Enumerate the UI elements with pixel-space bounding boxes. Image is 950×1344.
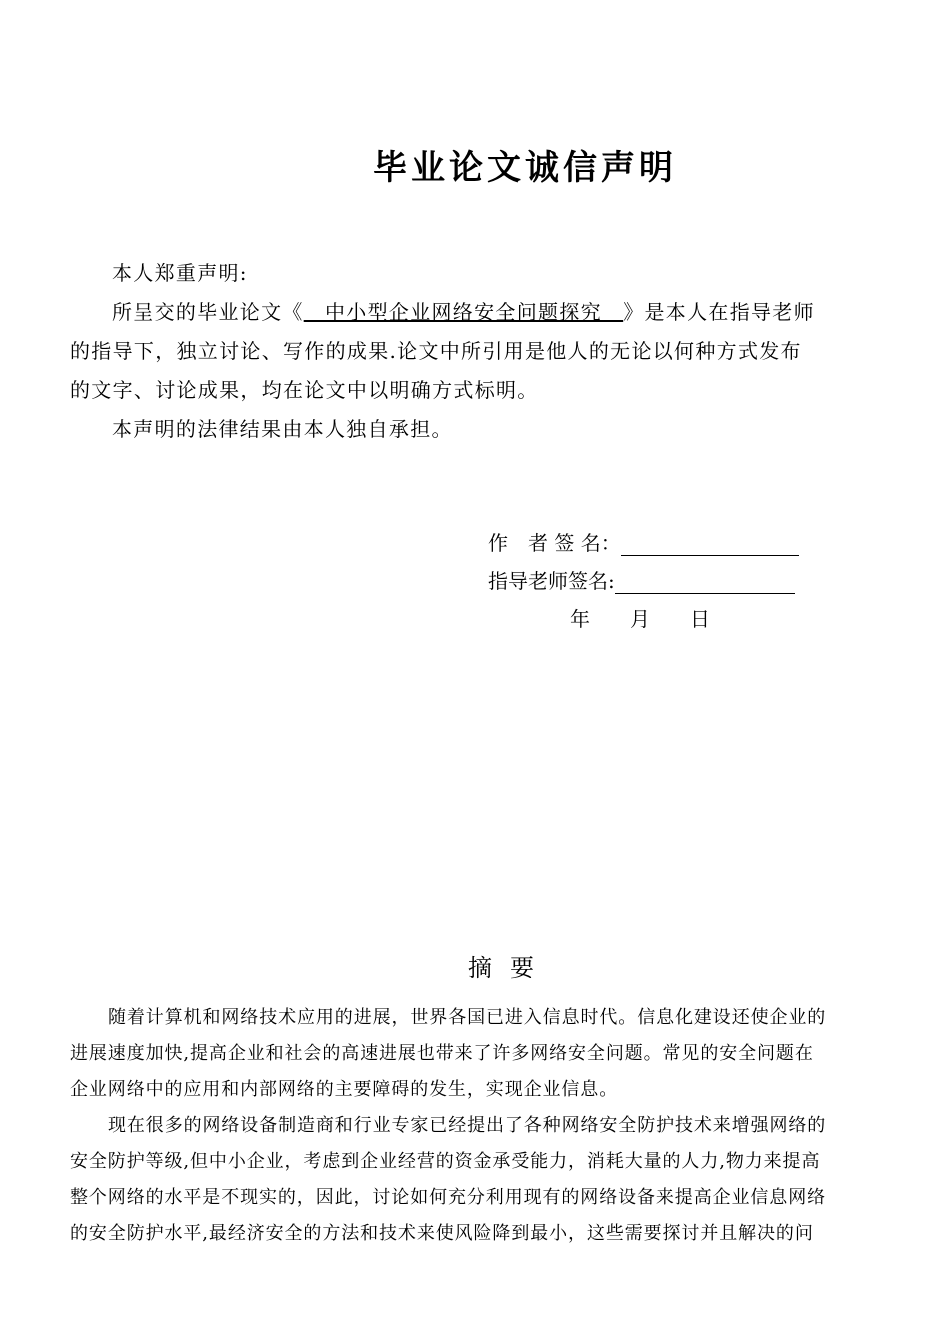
declaration-line: 的文字、讨论成果，均在论文中以明确方式标明。 — [70, 378, 539, 402]
abstract-heading: 摘要 — [468, 954, 552, 982]
abstract-line: 进展速度加快,提高企业和社会的高速进展也带来了许多网络安全问题。常见的安全问题在 — [70, 1043, 814, 1064]
abstract-line: 安全防护等级,但中小企业，考虑到企业经营的资金承受能力，消耗大量的人力,物力来提高 — [70, 1151, 821, 1172]
declaration-line — [70, 293, 900, 332]
author-signature-line — [621, 533, 799, 556]
declaration-text: 所呈交的毕业论文《 — [112, 300, 304, 324]
signature-date: 年 月 日 — [570, 607, 710, 631]
author-signature-row — [488, 527, 799, 556]
advisor-signature-label: 指导老师签名: — [488, 569, 615, 593]
declaration-line: 本声明的法律结果由本人独自承担。 — [112, 417, 453, 441]
thesis-title: 中小型企业网络安全问题探究 — [303, 300, 624, 324]
declaration-line: 的指导下，独立讨论、写作的成果.论文中所引用是他人的无论以何种方式发布 — [70, 339, 802, 363]
author-signature-label: 作 者 签 名： — [488, 531, 621, 555]
declaration-line: 本人郑重声明: — [112, 261, 248, 285]
advisor-signature-row — [488, 565, 795, 594]
abstract-line: 随着计算机和网络技术应用的进展，世界各国已进入信息时代。信息化建设还使企业的 — [108, 1007, 827, 1028]
abstract-line: 整个网络的水平是不现实的，因此，讨论如何充分利用现有的网络设备来提高企业信息网络 — [70, 1187, 826, 1208]
declaration-body — [70, 254, 900, 449]
abstract-line: 的安全防护水平,最经济安全的方法和技术来使风险降到最小，这些需要探讨并且解决的问 — [70, 1223, 814, 1244]
advisor-signature-line — [615, 571, 795, 594]
abstract-line: 现在很多的网络设备制造商和行业专家已经提出了各种网络安全防护技术来增强网络的 — [108, 1115, 827, 1136]
abstract-line: 企业网络中的应用和内部网络的主要障碍的发生，实现企业信息。 — [70, 1079, 619, 1100]
abstract-body — [70, 1000, 900, 1252]
declaration-text: 》是本人在指导老师 — [623, 300, 815, 324]
page-title: 毕业论文诚信声明 — [373, 148, 677, 188]
